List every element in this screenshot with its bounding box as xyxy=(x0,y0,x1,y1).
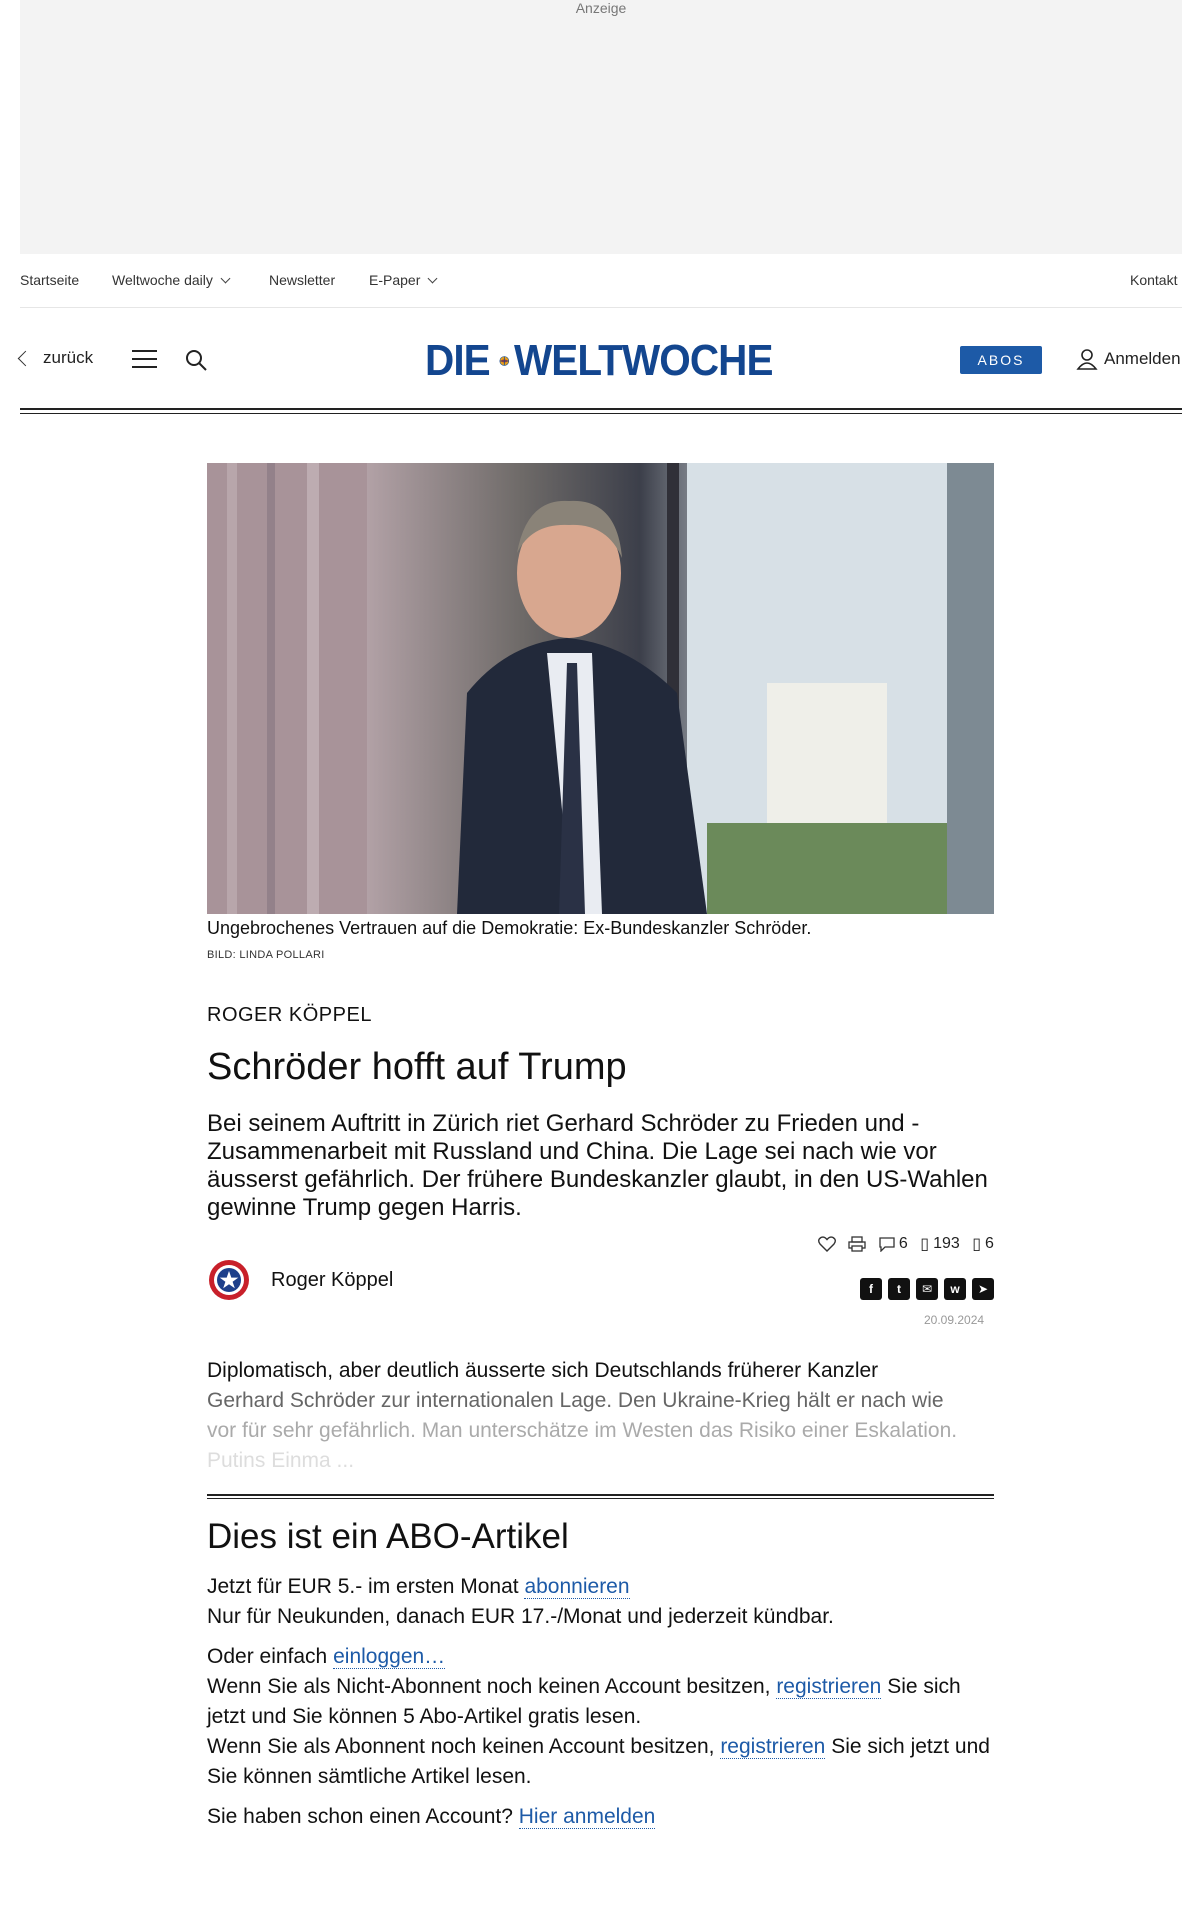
chevron-left-icon xyxy=(18,350,34,366)
abos-button[interactable]: ABOS xyxy=(960,346,1042,374)
comments-button[interactable] xyxy=(879,1235,908,1253)
printer-icon xyxy=(848,1236,866,1252)
offer-text: Jetzt für EUR 5.- im ersten Monat xyxy=(207,1575,519,1598)
search-icon[interactable] xyxy=(184,348,208,372)
nav-epaper[interactable] xyxy=(369,272,436,288)
hero-image xyxy=(207,463,994,914)
views-count: 193 xyxy=(933,1235,960,1252)
heart-icon xyxy=(818,1236,836,1252)
author-row xyxy=(207,1258,393,1302)
facebook-icon[interactable]: f xyxy=(860,1278,882,1300)
share-buttons xyxy=(860,1278,994,1300)
comment-icon xyxy=(879,1237,895,1252)
views-icon: ▯ xyxy=(920,1236,930,1253)
paywall-divider xyxy=(207,1494,994,1499)
login-button[interactable] xyxy=(1076,348,1181,370)
article-meta xyxy=(818,1234,994,1254)
header-divider xyxy=(20,408,1182,414)
teaser-line: Diplomatisch, aber deutlich äusserte sich Deutschlands früherer Kanzler xyxy=(207,1359,879,1382)
twitter-icon[interactable]: t xyxy=(888,1278,910,1300)
nav-newsletter[interactable] xyxy=(269,272,335,288)
paywall-title: Dies ist ein ABO-Artikel xyxy=(207,1517,569,1556)
nonsub-text-post: Sie sich jetzt und Sie können 5 Abo-Artikel gratis lesen. xyxy=(207,1675,961,1728)
user-icon xyxy=(1076,348,1098,370)
article-lead: Bei seinem Auftritt in Zürich riet Gerhard Schröder zu Frieden und -Zusammenarbeit mit Russland und China. Die Lage sei nach wie vor äusserst gefährlich. Der frühere Bundeskanzler glaubt, in den US-Wahlen gewinne Trump gegen Harris. xyxy=(207,1110,988,1221)
login-text: Oder einfach xyxy=(207,1645,328,1668)
views-counter xyxy=(920,1234,960,1254)
globe-logo-icon xyxy=(499,342,510,380)
nav-epaper-label: E-Paper xyxy=(369,272,421,288)
shares-count: 6 xyxy=(985,1235,994,1252)
nav-startseite[interactable] xyxy=(20,272,79,288)
sub-text-post: Sie sich jetzt und Sie können sämtliche Artikel lesen. xyxy=(207,1735,990,1788)
teaser-line: Putins Einma ... xyxy=(207,1449,355,1472)
article-title: Schröder hofft auf Trump xyxy=(207,1046,627,1088)
share-count-icon: ▯ xyxy=(972,1236,982,1253)
nav-kontakt-label: Kontakt xyxy=(1130,272,1178,288)
offer-note: Nur für Neukunden, danach EUR 17.-/Monat und jederzeit kündbar. xyxy=(207,1605,834,1628)
top-navigation xyxy=(20,254,1182,308)
shares-counter xyxy=(972,1234,994,1254)
nav-newsletter-label: Newsletter xyxy=(269,272,336,288)
like-button[interactable] xyxy=(818,1236,836,1252)
paywall-account xyxy=(207,1802,994,1832)
login-label: Anmelden xyxy=(1104,349,1181,368)
author-name[interactable]: Roger Köppel xyxy=(271,1268,394,1291)
nav-startseite-label: Startseite xyxy=(20,272,80,288)
menu-icon[interactable] xyxy=(132,350,157,368)
image-caption: Ungebrochenes Vertrauen auf die Demokratie: Ex-Bundeskanzler Schröder. xyxy=(207,918,812,938)
paywall-box xyxy=(207,1572,994,1842)
email-icon[interactable]: ✉ xyxy=(916,1278,938,1300)
ad-label: Anzeige xyxy=(575,0,627,16)
print-button[interactable] xyxy=(848,1236,866,1252)
author-avatar[interactable] xyxy=(207,1258,251,1302)
login-link[interactable]: einloggen… xyxy=(333,1645,446,1668)
account-text: Sie haben schon einen Account? xyxy=(207,1805,513,1828)
ad-banner xyxy=(20,0,1182,254)
logo-text-die: DIE xyxy=(425,336,490,385)
nav-kontakt[interactable] xyxy=(1130,272,1177,288)
chevron-down-icon xyxy=(428,273,438,283)
article-teaser xyxy=(207,1356,994,1476)
paywall-offer xyxy=(207,1572,994,1632)
site-header xyxy=(20,308,1182,414)
paywall-login xyxy=(207,1642,994,1792)
sub-text: Wenn Sie als Abonnent noch keinen Account besitzen, xyxy=(207,1735,715,1758)
back-label: zurück xyxy=(43,348,94,367)
signin-link[interactable]: Hier anmelden xyxy=(518,1805,656,1828)
comments-count: 6 xyxy=(898,1235,908,1252)
author-kicker: ROGER KÖPPEL xyxy=(207,1004,372,1026)
subscribe-link[interactable]: abonnieren xyxy=(524,1575,630,1598)
publish-date: 20.09.2024 xyxy=(924,1313,985,1327)
whatsapp-icon[interactable]: w xyxy=(944,1278,966,1300)
register-link-nonsub[interactable]: registrieren xyxy=(776,1675,882,1698)
portrait-photo xyxy=(207,463,994,914)
register-link-sub[interactable]: registrieren xyxy=(720,1735,826,1758)
teaser-line: vor für sehr gefährlich. Man unterschätze im Westen das Risiko einer Eskalation. xyxy=(207,1419,958,1442)
nav-daily-label: Weltwoche daily xyxy=(112,272,213,288)
nav-weltwoche-daily[interactable] xyxy=(112,272,229,288)
site-logo[interactable] xyxy=(425,338,795,384)
image-credit: BILD: LINDA POLLARI xyxy=(207,949,325,961)
teaser-line: Gerhard Schröder zur internationalen Lage. Den Ukraine-Krieg hält er nach wie xyxy=(207,1389,944,1412)
back-button[interactable] xyxy=(20,348,93,368)
nonsub-text: Wenn Sie als Nicht-Abonnent noch keinen Account besitzen, xyxy=(207,1675,771,1698)
telegram-icon[interactable]: ➤ xyxy=(972,1278,994,1300)
logo-text-weltwoche: WELTWOCHE xyxy=(513,336,773,385)
chevron-down-icon xyxy=(220,273,230,283)
